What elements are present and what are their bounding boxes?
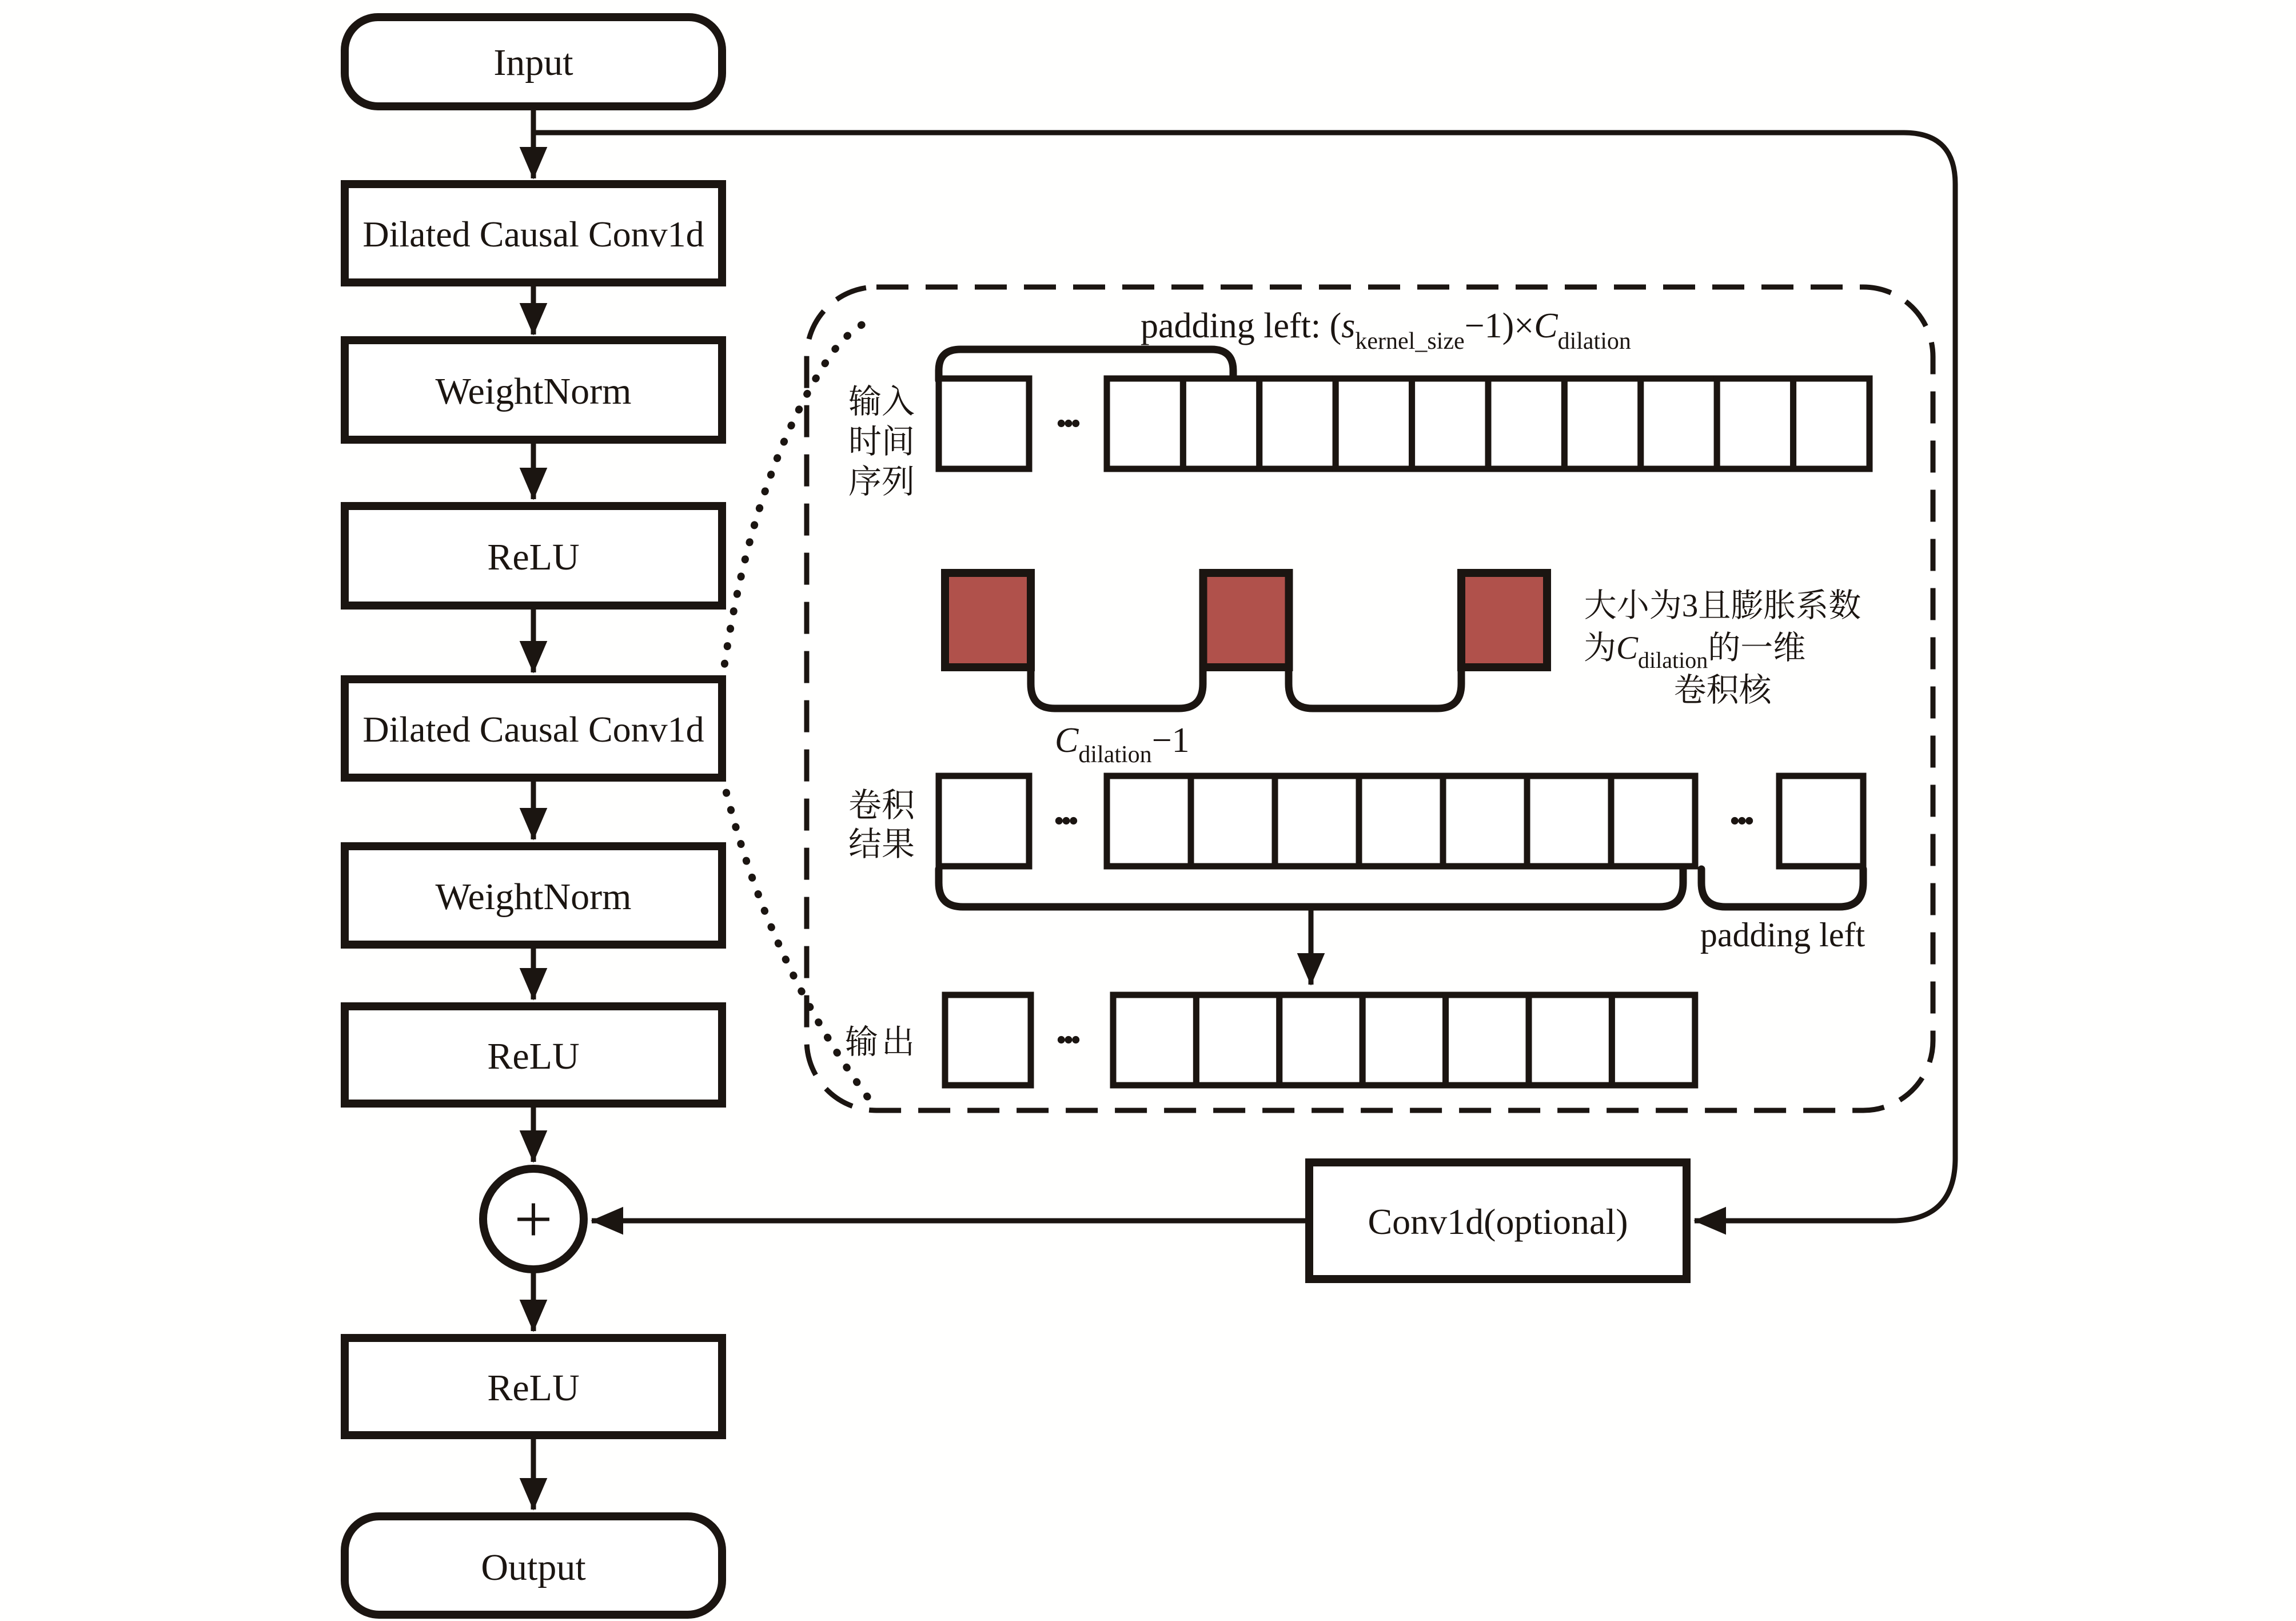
conv-result-main-cell [1443, 776, 1527, 866]
output-pad-cell [945, 995, 1031, 1085]
input-series-main-cell [1259, 379, 1336, 469]
output-main-cell [1362, 995, 1445, 1085]
node-dilated-conv-2-label: Dilated Causal Conv1d [362, 709, 704, 750]
input-series-label-line3: 序列 [848, 463, 915, 500]
padding-formula-s-sub: kernel_size [1355, 328, 1465, 355]
ellipsis-conv-row-left: ··· [1051, 796, 1074, 846]
output-main-cell [1196, 995, 1279, 1085]
kernel-tap-cell [1461, 573, 1547, 667]
kernel-tap-cell [945, 573, 1031, 667]
kernel-gap-bracket-2 [1289, 662, 1461, 708]
node-weightnorm-1-label: WeightNorm [435, 371, 632, 412]
input-series-main-cell [1412, 379, 1488, 469]
kernel-note-line2-c-var: C [1616, 630, 1639, 666]
dilated-conv-callout [722, 287, 1933, 1110]
conv-result-main-cell [1359, 776, 1443, 866]
kernel-note-line2-c-sub: dilation [1638, 647, 1708, 673]
conv-result-pad-cell [939, 776, 1029, 866]
node-relu-2-label: ReLU [487, 1035, 580, 1077]
ellipsis-output-row: ··· [1053, 1015, 1076, 1065]
conv-result-main-cell [1191, 776, 1275, 866]
output-main-cell [1612, 995, 1695, 1085]
input-series-main-cell [1717, 379, 1793, 469]
kernel-note-line1: 大小为3且膨胀系数 [1584, 588, 1861, 624]
output-main-cell [1446, 995, 1529, 1085]
dilation-gap-formula [1055, 721, 1190, 768]
kernel-note-line2-pre: 为 [1584, 630, 1616, 666]
padding-formula-c-sub: dilation [1557, 328, 1631, 355]
kernel-gap-bracket-1 [1031, 662, 1203, 708]
kernel-note-line2-post: 的一维 [1708, 630, 1806, 666]
input-series-pad-cell [939, 379, 1029, 469]
input-series-main-cell [1336, 379, 1412, 469]
ellipsis-input-row: ··· [1053, 399, 1076, 449]
conv-result-main-cell [1527, 776, 1611, 866]
conv-result-main-cell [1611, 776, 1695, 866]
input-series-main-cell [1488, 379, 1564, 469]
output-main-cell [1279, 995, 1362, 1085]
node-weightnorm-2-label: WeightNorm [435, 876, 632, 918]
input-series-main-cell [1641, 379, 1717, 469]
kernel-note-line2 [1584, 630, 1805, 673]
ellipsis-conv-row-right: ··· [1727, 796, 1749, 846]
input-series-label-line1: 输入 [848, 383, 915, 420]
dilation-gap-suffix: −1 [1151, 721, 1190, 760]
residual-conv1d-label: Conv1d(optional) [1368, 1201, 1628, 1242]
conv-result-last-cell [1779, 776, 1863, 866]
node-sum-label: + [514, 1181, 553, 1257]
conv-result-label-line2: 结果 [848, 826, 915, 863]
input-series-main-cell [1793, 379, 1870, 469]
input-series-main-cell [1564, 379, 1640, 469]
output-main-cell [1529, 995, 1612, 1085]
padding-left-bracket [1701, 869, 1863, 907]
kernel-note-line3: 卷积核 [1673, 672, 1772, 708]
kernel-tap-cell [1203, 573, 1289, 667]
conv-result-label-line1: 卷积 [848, 787, 915, 824]
input-series-label-line2: 时间 [848, 423, 915, 460]
padding-formula-mid: −1)× [1464, 306, 1534, 345]
padding-formula-prefix: padding left: ( [1141, 306, 1342, 345]
node-dilated-conv-1-label: Dilated Causal Conv1d [362, 214, 704, 254]
output-main-cell [1113, 995, 1196, 1085]
node-input-label: Input [493, 42, 573, 83]
output-row-label: 输出 [844, 1023, 919, 1061]
padding-formula-c-var: C [1534, 306, 1558, 345]
conv-result-main-cell [1275, 776, 1359, 866]
input-series-main-cell [1107, 379, 1183, 469]
input-series-main-cell [1183, 379, 1259, 469]
dilation-gap-c-var: C [1055, 721, 1079, 760]
conv-result-valid-bracket [939, 869, 1683, 907]
node-relu-3-label: ReLU [487, 1367, 580, 1409]
conv-result-main-cell [1107, 776, 1191, 866]
padding-formula-s-var: s [1341, 306, 1356, 345]
dilation-gap-c-sub: dilation [1078, 742, 1152, 768]
node-relu-1-label: ReLU [487, 536, 580, 578]
padding-left-label: padding left [1700, 916, 1866, 954]
node-output-label: Output [481, 1547, 586, 1588]
